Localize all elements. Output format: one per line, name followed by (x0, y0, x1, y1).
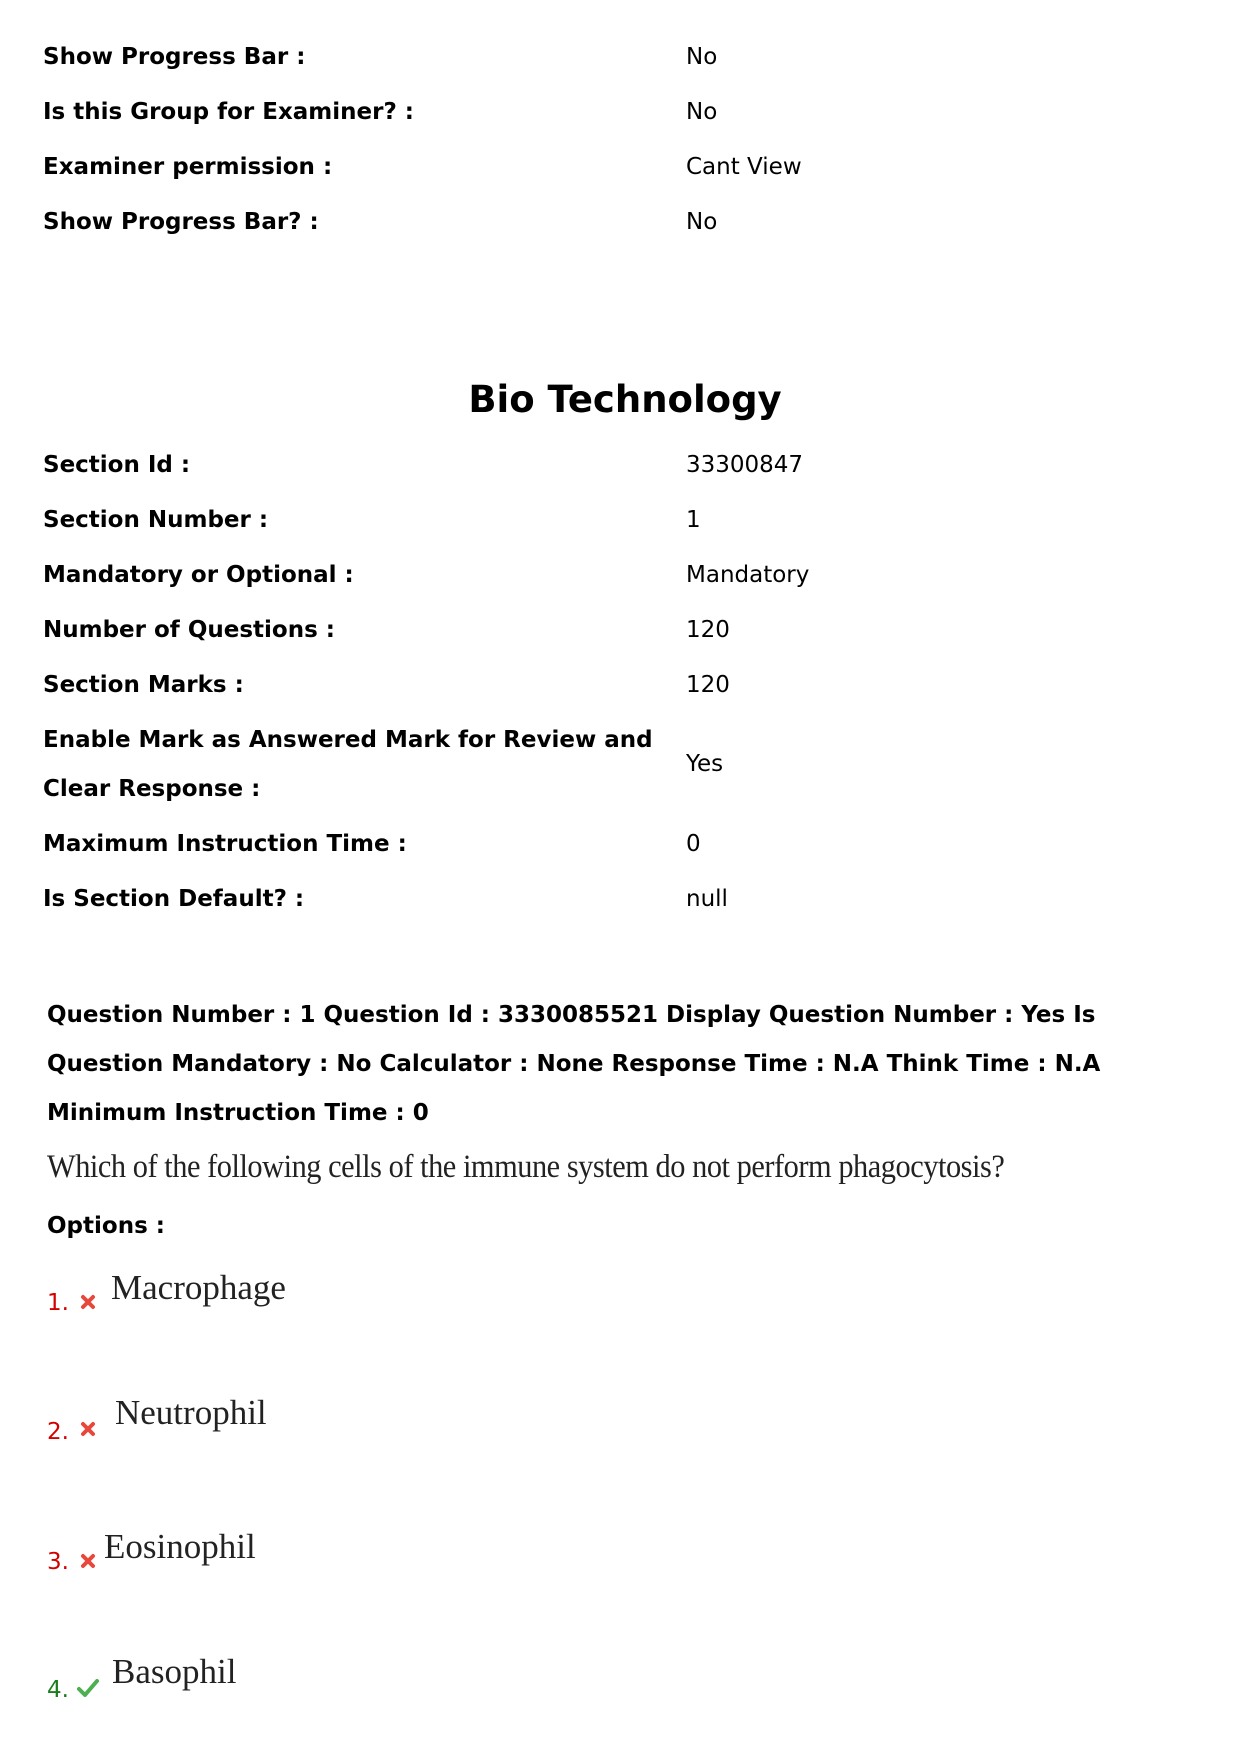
option-item (0, 1652, 600, 1712)
setting-value: No (686, 209, 718, 235)
cross-icon (79, 1293, 97, 1311)
field-value: null (686, 886, 728, 912)
option-item (0, 1268, 600, 1328)
field-value: Mandatory (686, 562, 810, 588)
setting-value: No (686, 44, 718, 70)
option-text: Basophil (112, 1652, 237, 1691)
field-label: Number of Questions : (43, 617, 335, 643)
field-label-line2: Clear Response : (43, 776, 261, 802)
field-label: Is Section Default? : (43, 886, 305, 912)
field-label: Section Number : (43, 507, 269, 533)
option-text: Eosinophil (104, 1527, 256, 1566)
field-value: 33300847 (686, 452, 804, 478)
section-title: Bio Technology (468, 378, 782, 421)
field-label: Mandatory or Optional : (43, 562, 354, 588)
setting-label: Show Progress Bar? : (43, 209, 319, 235)
check-icon (77, 1678, 99, 1698)
option-text: Macrophage (111, 1268, 286, 1307)
options-label: Options : (47, 1213, 165, 1239)
field-value: 1 (686, 507, 701, 533)
field-value: 0 (686, 831, 701, 857)
option-number: 4. (47, 1677, 69, 1703)
cross-icon (79, 1420, 97, 1438)
option-number: 1. (47, 1290, 69, 1316)
option-item (0, 1393, 600, 1453)
field-value: 120 (686, 617, 730, 643)
option-text: Neutrophil (115, 1393, 267, 1432)
setting-label: Is this Group for Examiner? : (43, 99, 415, 125)
option-number: 2. (47, 1419, 69, 1445)
setting-value: Cant View (686, 154, 802, 180)
setting-value: No (686, 99, 718, 125)
field-label: Section Id : (43, 452, 191, 478)
field-value: Yes (686, 751, 724, 777)
option-item (0, 1527, 600, 1587)
question-text: Which of the following cells of the immune system do not perform phagocytosis? (47, 1149, 1005, 1185)
setting-label: Examiner permission : (43, 154, 333, 180)
field-label: Section Marks : (43, 672, 244, 698)
cross-icon (79, 1552, 97, 1570)
field-label: Maximum Instruction Time : (43, 831, 407, 857)
option-number: 3. (47, 1549, 69, 1575)
setting-label: Show Progress Bar : (43, 44, 306, 70)
field-label-line1: Enable Mark as Answered Mark for Review and (43, 727, 653, 753)
field-value: 120 (686, 672, 730, 698)
question-metadata: Question Number : 1 Question Id : 3330085521 Display Question Number : Yes Is Question Mandatory : No Calculator : None Response Time : N.A Think Time : N.A Minimum Instruction Time : 0 (47, 1002, 1101, 1126)
